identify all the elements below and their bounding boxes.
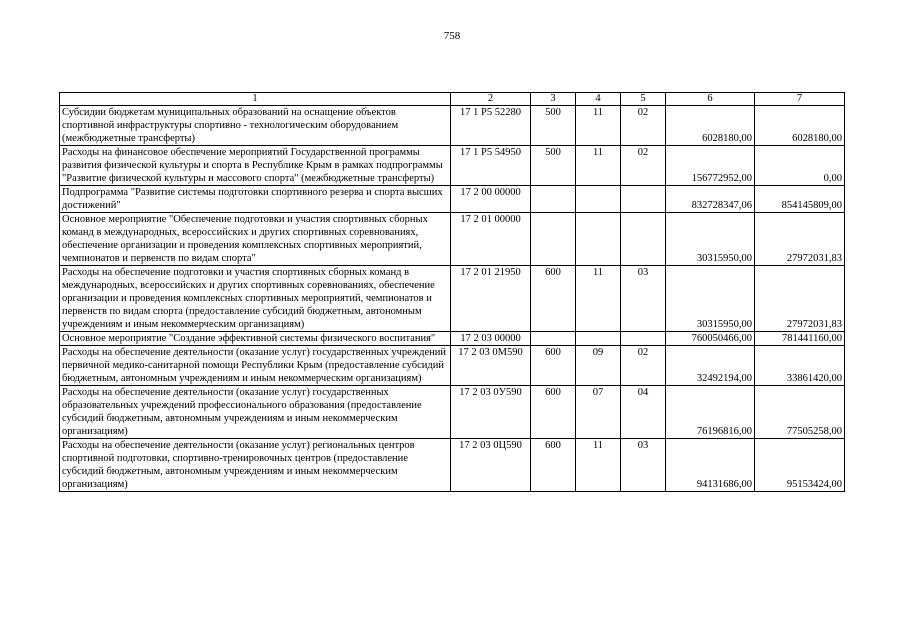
row-vr — [531, 213, 576, 266]
row-amount-2: 6028180,00 — [755, 106, 845, 146]
row-rz — [576, 186, 621, 213]
row-name: Основное мероприятие "Обеспечение подготовки и участия спортивных сборных команд в международных, всероссийских и других спортивных соревнованиях, обеспечение организации и проведения комплексных спортивных мероприятий, чемпионатов и первенств по видам спорта" — [60, 213, 451, 266]
row-amount-2: 854145809,00 — [755, 186, 845, 213]
row-amount-1: 32492194,00 — [666, 346, 755, 386]
table-row — [60, 186, 845, 213]
row-vr: 600 — [531, 346, 576, 386]
row-rz — [576, 332, 621, 346]
row-rz: 11 — [576, 146, 621, 186]
table-header-row — [60, 93, 845, 106]
budget-table — [59, 92, 845, 492]
row-pr: 02 — [621, 346, 666, 386]
row-vr: 600 — [531, 386, 576, 439]
table-row — [60, 213, 845, 266]
row-code: 17 2 03 0Ц590 — [451, 439, 531, 492]
row-rz: 11 — [576, 266, 621, 332]
row-code: 17 2 01 00000 — [451, 213, 531, 266]
row-amount-1: 6028180,00 — [666, 106, 755, 146]
table-row — [60, 266, 845, 332]
row-amount-2: 95153424,00 — [755, 439, 845, 492]
column-header: 2 — [451, 93, 531, 106]
row-amount-1: 94131686,00 — [666, 439, 755, 492]
table-row — [60, 146, 845, 186]
row-name: Расходы на обеспечение деятельности (оказание услуг) региональных центров спортивной подготовки, спортивно-тренировочных центров (предоставление субсидий бюджетным, автономным учреждениям и иным некоммерческим организациям) — [60, 439, 451, 492]
row-name: Расходы на обеспечение деятельности (оказание услуг) государственных учреждений первичной медико-санитарной помощи Республики Крым (предоставление субсидий бюджетным, автономным учреждениям и иным некоммерческим организациям) — [60, 346, 451, 386]
table-row — [60, 386, 845, 439]
row-amount-1: 832728347,06 — [666, 186, 755, 213]
table-row — [60, 106, 845, 146]
row-vr — [531, 186, 576, 213]
column-header: 1 — [60, 93, 451, 106]
row-code: 17 2 01 21950 — [451, 266, 531, 332]
row-amount-1: 76196816,00 — [666, 386, 755, 439]
row-pr: 03 — [621, 439, 666, 492]
column-header: 6 — [666, 93, 755, 106]
row-code: 17 2 03 0М590 — [451, 346, 531, 386]
row-pr: 02 — [621, 146, 666, 186]
row-vr: 600 — [531, 266, 576, 332]
row-amount-1: 30315950,00 — [666, 266, 755, 332]
column-header: 7 — [755, 93, 845, 106]
row-name: Основное мероприятие "Создание эффективной системы физического воспитания" — [60, 332, 451, 346]
row-amount-2: 77505258,00 — [755, 386, 845, 439]
row-vr: 500 — [531, 106, 576, 146]
row-code: 17 1 P5 54950 — [451, 146, 531, 186]
row-vr: 600 — [531, 439, 576, 492]
row-pr — [621, 186, 666, 213]
row-code: 17 2 03 0У590 — [451, 386, 531, 439]
row-rz — [576, 213, 621, 266]
row-amount-1: 30315950,00 — [666, 213, 755, 266]
row-name: Расходы на обеспечение подготовки и участия спортивных сборных команд в международных, всероссийских и других спортивных соревнованиях, обеспечение организации и проведения комплексных спортивных мероприятий, чемпионатов и первенств по видам спорта (предоставление субсидий бюджетным, автономным учреждениям и иным некоммерческим организациям) — [60, 266, 451, 332]
row-amount-2: 781441160,00 — [755, 332, 845, 346]
row-amount-2: 33861420,00 — [755, 346, 845, 386]
row-amount-2: 0,00 — [755, 146, 845, 186]
row-pr: 02 — [621, 106, 666, 146]
row-pr — [621, 332, 666, 346]
page-number: 758 — [443, 30, 461, 42]
row-vr — [531, 332, 576, 346]
table-row — [60, 332, 845, 346]
row-pr: 04 — [621, 386, 666, 439]
row-amount-2: 27972031,83 — [755, 266, 845, 332]
column-header: 5 — [621, 93, 666, 106]
table-row — [60, 439, 845, 492]
row-name: Расходы на финансовое обеспечение мероприятий Государственной программы развития физической культуры и спорта в Республике Крым в рамках подпрограммы "Развитие физической культуры и массового спорта" (межбюджетные трансферты) — [60, 146, 451, 186]
row-rz: 11 — [576, 106, 621, 146]
row-pr: 03 — [621, 266, 666, 332]
column-header: 4 — [576, 93, 621, 106]
row-name: Расходы на обеспечение деятельности (оказание услуг) государственных образовательных учреждений профессионального образования (предоставление субсидий бюджетным, автономным учреждениям и иным некоммерческим организациям) — [60, 386, 451, 439]
row-amount-1: 760050466,00 — [666, 332, 755, 346]
row-rz: 07 — [576, 386, 621, 439]
row-code: 17 1 P5 52280 — [451, 106, 531, 146]
row-vr: 500 — [531, 146, 576, 186]
table-row — [60, 346, 845, 386]
budget-table-body — [60, 93, 845, 492]
row-code: 17 2 00 00000 — [451, 186, 531, 213]
row-amount-1: 156772952,00 — [666, 146, 755, 186]
column-header: 3 — [531, 93, 576, 106]
row-rz: 11 — [576, 439, 621, 492]
row-name: Субсидии бюджетам муниципальных образований на оснащение объектов спортивной инфраструктуры спортивно - технологическим оборудованием (межбюджетные трансферты) — [60, 106, 451, 146]
row-pr — [621, 213, 666, 266]
row-rz: 09 — [576, 346, 621, 386]
row-name: Подпрограмма "Развитие системы подготовки спортивного резерва и спорта высших достижений" — [60, 186, 451, 213]
row-amount-2: 27972031,83 — [755, 213, 845, 266]
row-code: 17 2 03 00000 — [451, 332, 531, 346]
